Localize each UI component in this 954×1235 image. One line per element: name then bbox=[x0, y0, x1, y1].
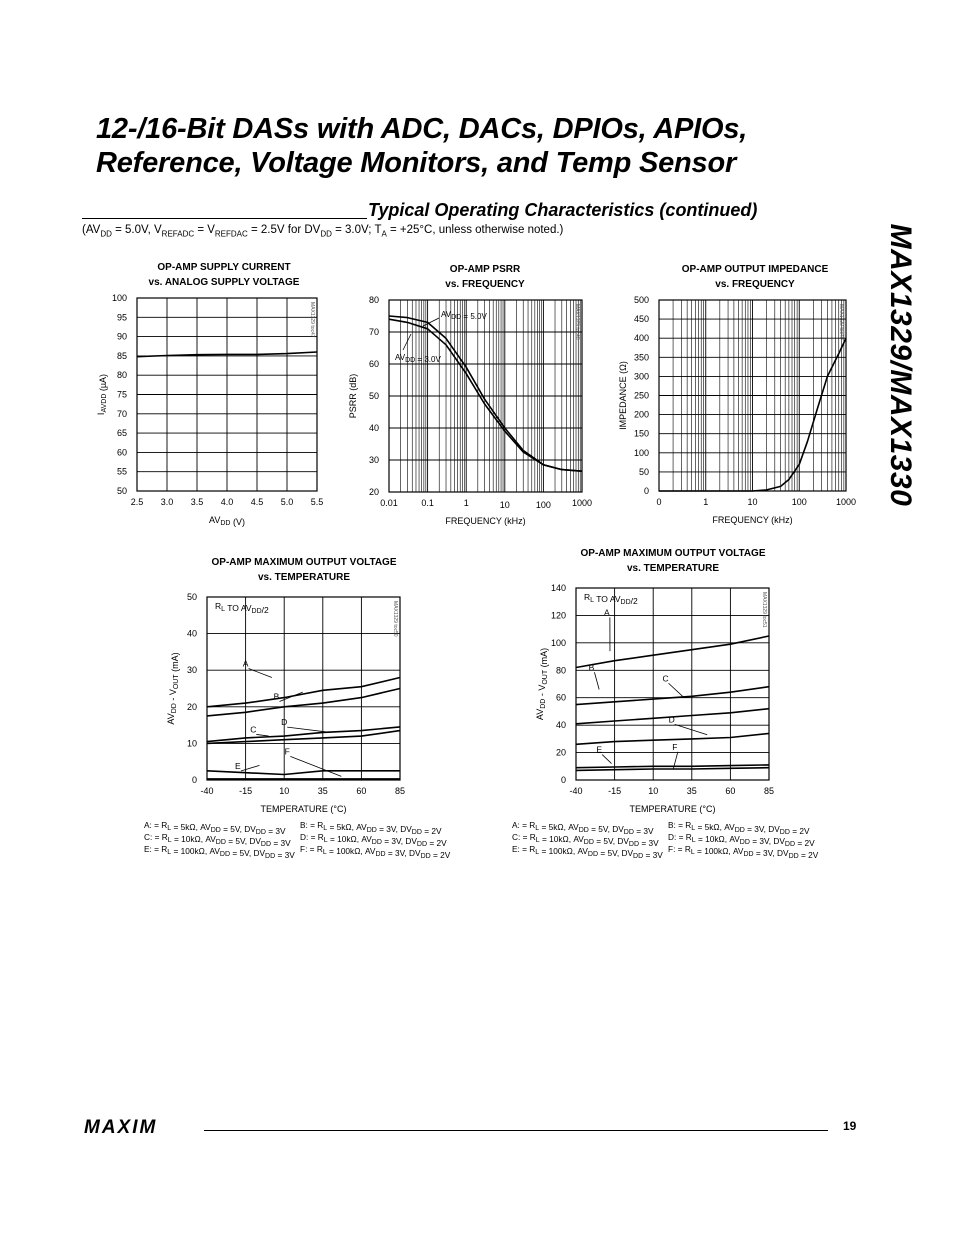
curve-label-E: E bbox=[235, 761, 241, 772]
x-tick-label: 4.5 bbox=[250, 497, 264, 507]
x-axis-label: $AV_{DD}$ (V) bbox=[209, 515, 245, 527]
y-tick-label: 80 bbox=[368, 295, 379, 305]
y-tick-label: 40 bbox=[368, 423, 379, 433]
figure-code: MAX1329 toc48 bbox=[574, 304, 580, 340]
y-tick-label: 100 bbox=[550, 637, 566, 648]
series-line-E bbox=[207, 771, 400, 775]
legend-entry: E: = $R_L = 100k\Omega$, $AV_{DD} = 5V$, $DV_{DD} = 3V$ bbox=[512, 844, 663, 860]
y-tick-label: 10 bbox=[186, 738, 197, 749]
y-tick-label: 40 bbox=[186, 628, 197, 639]
y-axis-label: $I_{AVDD}$ (µA) bbox=[96, 373, 108, 416]
footer-rule bbox=[204, 1130, 828, 1131]
chart-output-impedance bbox=[600, 255, 870, 530]
y-tick-label: 100 bbox=[633, 447, 649, 458]
y-tick-label: 20 bbox=[368, 487, 379, 497]
y-tick-label: 100 bbox=[111, 293, 127, 303]
chart-title-line2: vs. FREQUENCY bbox=[445, 279, 525, 290]
legend-entry: C: = $R_L = 10k\Omega$, $AV_{DD} = 5V$, $DV_{DD} = 3V$ bbox=[512, 832, 659, 848]
y-tick-label: 60 bbox=[116, 447, 127, 458]
x-tick-label: 10 bbox=[499, 500, 510, 510]
figure-code: MAX1329 toc47 bbox=[309, 302, 315, 338]
y-tick-label: 60 bbox=[368, 359, 379, 369]
y-axis-label: IMPEDANCE (Ω) bbox=[618, 361, 628, 430]
series-line-AVDD30V bbox=[389, 319, 582, 471]
y-tick-label: 500 bbox=[633, 295, 649, 305]
y-tick-label: 50 bbox=[368, 391, 379, 401]
x-axis-label: FREQUENCY (kHz) bbox=[445, 516, 526, 526]
curve-label-F: F bbox=[284, 746, 290, 757]
curve-label-D: D bbox=[281, 717, 288, 728]
x-tick-label: 60 bbox=[725, 786, 736, 796]
curve-label-pointer bbox=[256, 734, 268, 736]
y-tick-label: 50 bbox=[186, 592, 197, 602]
legend-entry: D: = $R_L = 10k\Omega$, $AV_{DD} = 3V$, $DV_{DD} = 2V$ bbox=[300, 832, 447, 848]
legend-entry: A: = $R_L = 5k\Omega$, $AV_{DD} = 5V$, $DV_{DD} = 3V$ bbox=[144, 820, 286, 836]
curve-label-F: F bbox=[672, 741, 678, 752]
series-line-A bbox=[207, 678, 400, 707]
series-line-B bbox=[576, 687, 769, 705]
chart-supply-current bbox=[82, 255, 352, 530]
x-tick-label: 5.5 bbox=[310, 497, 324, 507]
x-tick-label: 0.01 bbox=[380, 498, 398, 508]
x-tick-label: 35 bbox=[317, 786, 328, 796]
chart-title-line2: vs. TEMPERATURE bbox=[257, 572, 351, 583]
title-line-1: 12-/16-Bit DASs with ADC, DACs, DPIOs, APIOs, bbox=[96, 113, 748, 145]
y-axis-label: $AV_{DD} - V_{OUT}$ (mA) bbox=[535, 647, 549, 721]
y-tick-label: 0 bbox=[191, 775, 197, 785]
figure-code: MAX1329 toc49 bbox=[838, 304, 844, 340]
annotation-3v: AVDD = 3.0V bbox=[395, 353, 441, 364]
y-tick-label: 50 bbox=[638, 466, 649, 477]
y-tick-label: 75 bbox=[116, 389, 127, 400]
section-title: Typical Operating Characteristics (continued) bbox=[368, 200, 758, 220]
y-tick-label: 350 bbox=[633, 352, 649, 363]
y-tick-label: 140 bbox=[550, 583, 566, 593]
y-tick-label: 450 bbox=[633, 314, 649, 325]
y-tick-label: 400 bbox=[633, 333, 649, 344]
x-tick-label: 35 bbox=[686, 786, 697, 796]
x-axis-label: TEMPERATURE (°C) bbox=[260, 804, 347, 814]
y-tick-label: 300 bbox=[633, 371, 649, 382]
section-rule bbox=[82, 218, 367, 219]
y-tick-label: 20 bbox=[186, 701, 197, 712]
curve-label-B: B bbox=[588, 662, 595, 673]
y-tick-label: 200 bbox=[633, 409, 649, 420]
curve-label-pointer bbox=[241, 765, 260, 771]
y-axis-label: PSRR (dB) bbox=[348, 373, 358, 419]
annotation-arrow bbox=[403, 334, 411, 350]
series-line-AVDD50V bbox=[389, 316, 582, 471]
y-tick-label: 60 bbox=[555, 692, 566, 703]
curve-label-E: E bbox=[596, 744, 602, 755]
x-tick-label: 1 bbox=[463, 498, 469, 508]
legend-entry: F: = $R_L = 100k\Omega$, $AV_{DD} = 3V$, $DV_{DD} = 2V$ bbox=[300, 844, 451, 860]
chart-title-line1: OP-AMP MAXIMUM OUTPUT VOLTAGE bbox=[580, 548, 766, 559]
x-tick-label: 100 bbox=[791, 497, 807, 507]
x-tick-label: 0 bbox=[656, 497, 662, 507]
x-tick-label: 10 bbox=[279, 786, 290, 796]
chart-max-output-voltage-2 bbox=[508, 545, 848, 860]
x-tick-label: -40 bbox=[569, 786, 583, 796]
x-tick-label: 3.5 bbox=[190, 497, 204, 507]
maxim-logo bbox=[84, 1117, 194, 1137]
x-tick-label: 10 bbox=[648, 786, 659, 796]
chart-title-line1: OP-AMP MAXIMUM OUTPUT VOLTAGE bbox=[211, 557, 397, 568]
curve-label-B: B bbox=[273, 691, 280, 702]
legend-entry: C: = $R_L = 10k\Omega$, $AV_{DD} = 5V$, $DV_{DD} = 3V$ bbox=[144, 832, 291, 848]
y-tick-label: 80 bbox=[555, 665, 566, 676]
curve-label-C: C bbox=[250, 724, 257, 735]
page-number: 19 bbox=[843, 1119, 857, 1133]
y-tick-label: 0 bbox=[643, 486, 649, 496]
figure-code: MAX1329 toc51 bbox=[761, 592, 767, 628]
chart-title-line2: vs. TEMPERATURE bbox=[626, 563, 720, 574]
curve-label-pointer bbox=[675, 724, 708, 734]
x-tick-label: -15 bbox=[239, 786, 253, 796]
x-tick-label: 0.1 bbox=[421, 498, 434, 508]
y-tick-label: 65 bbox=[116, 428, 127, 439]
figure-code: MAX1329 toc50 bbox=[392, 601, 398, 637]
x-tick-label: 85 bbox=[763, 786, 775, 796]
legend-entry: E: = $R_L = 100k\Omega$, $AV_{DD} = 5V$, $DV_{DD} = 3V$ bbox=[144, 844, 295, 860]
legend-entry: D: = $R_L = 10k\Omega$, $AV_{DD} = 3V$, $DV_{DD} = 2V$ bbox=[668, 832, 815, 848]
legend-entry: A: = $R_L = 5k\Omega$, $AV_{DD} = 5V$, $DV_{DD} = 3V$ bbox=[512, 820, 654, 836]
chart-title-line2: vs. FREQUENCY bbox=[715, 279, 795, 290]
y-tick-label: 250 bbox=[633, 390, 649, 401]
y-tick-label: 80 bbox=[116, 370, 127, 381]
x-tick-label: 10 bbox=[747, 497, 758, 507]
y-tick-label: 30 bbox=[186, 665, 197, 676]
y-tick-label: 50 bbox=[116, 486, 127, 496]
y-tick-label: 85 bbox=[116, 350, 127, 361]
chart-title-line1: OP-AMP OUTPUT IMPEDANCE bbox=[681, 264, 829, 275]
y-tick-label: 0 bbox=[560, 775, 566, 785]
y-tick-label: 90 bbox=[116, 331, 127, 342]
page-title bbox=[96, 112, 876, 180]
chart-title-line1: OP-AMP SUPPLY CURRENT bbox=[157, 262, 291, 273]
x-tick-label: 1000 bbox=[571, 498, 593, 508]
part-number-sidebar bbox=[880, 200, 920, 530]
curve-label-A: A bbox=[604, 607, 610, 618]
title-line-2: Reference, Voltage Monitors, and Temp Sensor bbox=[96, 147, 737, 179]
chart-max-output-voltage-1 bbox=[140, 545, 480, 860]
series-line-A bbox=[576, 636, 769, 668]
series-line-E bbox=[576, 765, 769, 768]
y-tick-label: 95 bbox=[116, 312, 127, 323]
legend-entry: F: = $R_L = 100k\Omega$, $AV_{DD} = 3V$, $DV_{DD} = 2V$ bbox=[668, 844, 819, 860]
y-tick-label: 20 bbox=[555, 747, 566, 758]
annotation-rl: $R_L$ TO $AV_{DD}/2$ bbox=[584, 592, 638, 606]
curve-label-D: D bbox=[668, 714, 675, 725]
y-tick-label: 150 bbox=[633, 428, 649, 439]
x-tick-label: 100 bbox=[535, 500, 551, 510]
y-tick-label: 70 bbox=[116, 408, 127, 419]
y-axis-label: $AV_{DD} - V_{OUT}$ (mA) bbox=[166, 652, 180, 725]
y-tick-label: 55 bbox=[116, 466, 127, 477]
x-tick-label: 4.0 bbox=[220, 497, 234, 507]
legend-entry: B: = $R_L = 5k\Omega$, $AV_{DD} = 3V$, $DV_{DD} = 2V$ bbox=[300, 820, 442, 836]
legend-entry: B: = $R_L = 5k\Omega$, $AV_{DD} = 3V$, $DV_{DD} = 2V$ bbox=[668, 820, 810, 836]
curve-label-pointer bbox=[287, 727, 330, 732]
test-conditions: ($AV_{DD} = 5.0V$, $V_{REFADC} = V_{REFDAC} = 2.5V$ for $DV_{DD} = 3.0V$; $T_A = +25^\circ C$, unless otherwise noted.) bbox=[82, 224, 564, 239]
x-tick-label: -40 bbox=[200, 786, 214, 796]
x-tick-label: 3.0 bbox=[160, 497, 174, 507]
logo-text: MAXIM bbox=[84, 1117, 158, 1137]
x-tick-label: 2.5 bbox=[130, 497, 144, 507]
y-tick-label: 120 bbox=[550, 610, 566, 621]
chart-psrr bbox=[340, 255, 610, 530]
x-axis-label: TEMPERATURE (°C) bbox=[629, 804, 716, 814]
chart-title-line1: OP-AMP PSRR bbox=[449, 264, 521, 275]
series-line-B bbox=[207, 689, 400, 716]
x-tick-label: 85 bbox=[394, 786, 406, 796]
curve-label-pointer bbox=[279, 692, 302, 701]
annotation-rl: $R_L$ TO $AV_{DD}/2$ bbox=[215, 601, 269, 615]
y-tick-label: 30 bbox=[368, 455, 379, 465]
curve-label-C: C bbox=[662, 673, 669, 684]
x-tick-label: -15 bbox=[608, 786, 622, 796]
chart-title-line2: vs. ANALOG SUPPLY VOLTAGE bbox=[148, 277, 300, 288]
curve-label-pointer bbox=[669, 683, 685, 697]
curve-label-pointer bbox=[594, 672, 599, 689]
series-line-F bbox=[576, 768, 769, 771]
sidebar-part-number: MAX1329/MAX1330 bbox=[884, 223, 917, 507]
annotation-5v: AVDD = 5.0V bbox=[441, 310, 487, 321]
x-tick-label: 1000 bbox=[835, 497, 857, 507]
x-tick-label: 1 bbox=[703, 497, 709, 507]
curve-label-A: A bbox=[242, 658, 249, 669]
x-tick-label: 5.0 bbox=[280, 497, 294, 507]
x-axis-label: FREQUENCY (kHz) bbox=[712, 515, 793, 525]
x-tick-label: 60 bbox=[356, 786, 367, 796]
y-tick-label: 70 bbox=[368, 327, 379, 337]
curve-label-pointer bbox=[602, 755, 611, 764]
series-line-D bbox=[207, 731, 400, 744]
plot-frame bbox=[207, 597, 400, 780]
y-tick-label: 40 bbox=[555, 720, 566, 731]
